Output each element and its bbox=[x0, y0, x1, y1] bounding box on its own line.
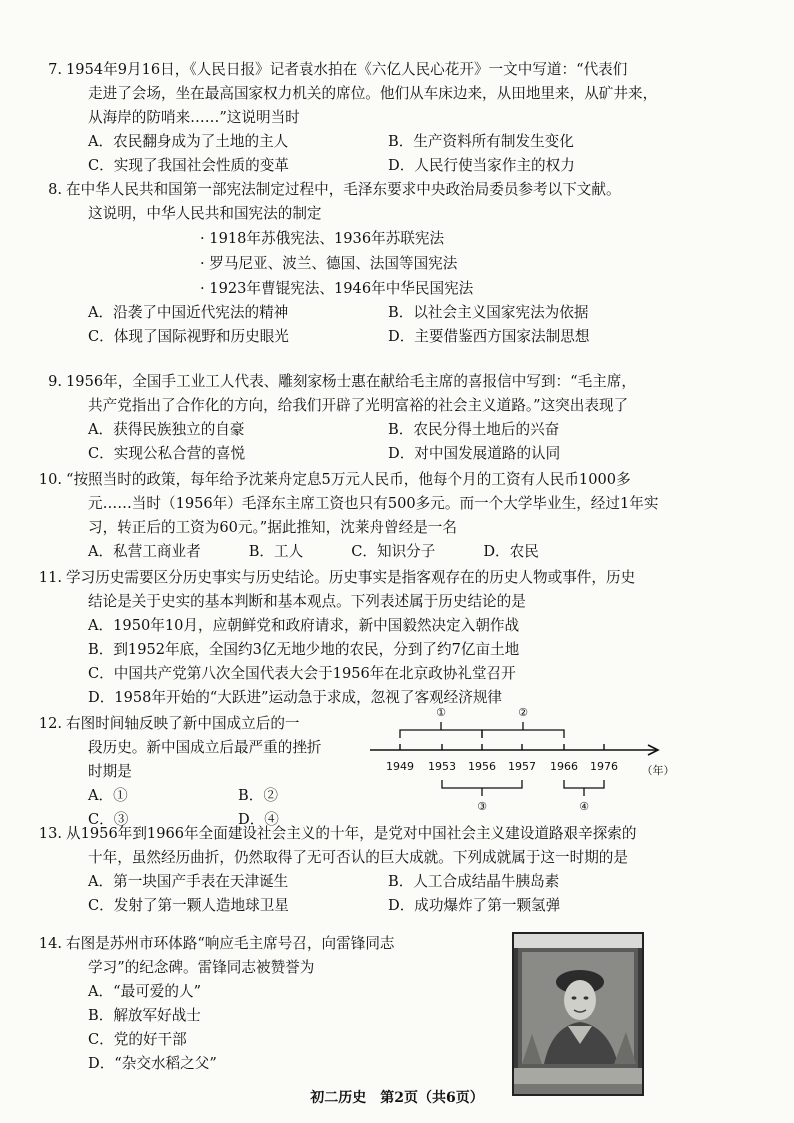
question-7-options bbox=[36, 130, 758, 178]
question-11 bbox=[36, 566, 758, 710]
monument-image bbox=[514, 934, 642, 1094]
timeline-diagram bbox=[360, 694, 680, 824]
year-label: 1976 bbox=[590, 760, 618, 773]
question-10-stem-1: 10. “按照当时的政策，每年给予沈莱舟定息5万元人民币，他每个月的工资有人民币1000多 bbox=[36, 468, 758, 492]
q11-option-c[interactable]: C．中国共产党第八次全国代表大会于1956年在北京政协礼堂召开 bbox=[88, 665, 516, 682]
q14-option-d[interactable]: D．“杂交水稻之父” bbox=[88, 1055, 217, 1072]
q12-option-d[interactable]: D．④ bbox=[238, 811, 279, 828]
question-7 bbox=[36, 58, 758, 178]
question-8-options bbox=[36, 301, 758, 349]
q13-option-a[interactable]: A．第一块国产手表在天津诞生 bbox=[88, 873, 289, 890]
question-8-number: 8. bbox=[48, 181, 62, 198]
bracket-2 bbox=[482, 730, 564, 738]
q14-option-a[interactable]: A．“最可爱的人” bbox=[88, 983, 202, 1000]
question-13-stem-2: 十年，虽然经历曲折，仍然取得了无可否认的巨大成就。下列成就属于这一时期的是 bbox=[88, 849, 628, 866]
question-8-stem-2: 这说明，中华人民共和国宪法的制定 bbox=[88, 205, 322, 222]
q13-option-b[interactable]: B．人工合成结晶牛胰岛素 bbox=[388, 873, 560, 890]
q12-option-c[interactable]: C．③ bbox=[88, 811, 129, 828]
q11-option-a[interactable]: A．1950年10月，应朝鲜党和政府请求，新中国毅然决定入朝作战 bbox=[88, 617, 520, 634]
question-10-number: 10. bbox=[38, 471, 62, 488]
year-label: 1956 bbox=[468, 760, 496, 773]
question-7-stem-2: 走进了会场，坐在最高国家权力机关的席位。他们从车床边来，从田地里来，从矿井来， bbox=[88, 85, 658, 102]
question-10-stem-2: 元……当时（1956年）毛泽东主席工资也只有500多元。而一个大学毕业生，经过1年实 bbox=[88, 495, 659, 512]
timeline-label-2: ② bbox=[518, 706, 528, 719]
q11-option-b[interactable]: B．到1952年底，全国约3亿无地少地的农民，分到了约7亿亩土地 bbox=[88, 641, 520, 658]
question-12-stem-2: 段历史。新中国成立后最严重的挫折 bbox=[88, 739, 322, 756]
q9-option-a[interactable]: A．获得民族独立的自豪 bbox=[88, 421, 245, 438]
question-12-stem-3: 时期是 bbox=[88, 763, 132, 780]
question-13 bbox=[36, 822, 758, 918]
q11-option-d[interactable]: D．1958年开始的“大跃进”运动急于求成，忽视了客观经济规律 bbox=[88, 689, 503, 706]
q14-option-b[interactable]: B．解放军好战士 bbox=[88, 1007, 201, 1024]
question-14-stem-1: 14. 右图是苏州市环体路“响应毛主席号召，向雷锋同志 bbox=[36, 932, 496, 956]
timeline-label-1: ① bbox=[436, 706, 446, 719]
q10-option-b[interactable]: B．工人 bbox=[248, 543, 304, 560]
document-item: · 1918年苏俄宪法、1936年苏联宪法 bbox=[200, 230, 445, 247]
year-label: 1966 bbox=[550, 760, 578, 773]
question-9-stem-2: 共产党指出了合作化的方向，给我们开辟了光明富裕的社会主义道路。”这突出表现了 bbox=[88, 397, 629, 414]
q8-option-d[interactable]: D．主要借鉴西方国家法制思想 bbox=[388, 328, 590, 345]
page-footer: 初二历史 第2页（共6页） bbox=[310, 1090, 484, 1106]
question-14-options bbox=[36, 980, 496, 1076]
question-14-stem-2: 学习”的纪念碑。雷锋同志被赞誉为 bbox=[88, 959, 315, 976]
q8-option-c[interactable]: C．体现了国际视野和历史眼光 bbox=[88, 328, 289, 345]
question-9-options bbox=[36, 418, 758, 466]
question-7-number: 7. bbox=[48, 61, 62, 78]
question-12-stem-1: 12. 右图时间轴反映了新中国成立后的一 bbox=[36, 712, 356, 736]
question-13-options bbox=[36, 870, 758, 918]
question-10-stem-3: 习，转正后的工资为60元。”据此推知，沈莱舟曾经是一名 bbox=[88, 519, 457, 536]
bracket-4 bbox=[564, 780, 604, 788]
question-12 bbox=[36, 712, 356, 832]
question-12-number: 12. bbox=[38, 715, 62, 732]
question-11-number: 11. bbox=[38, 569, 62, 586]
question-9-number: 9. bbox=[48, 373, 62, 390]
q7-option-c[interactable]: C．实现了我国社会性质的变革 bbox=[88, 157, 289, 174]
question-9-stem-1: 9. 1956年，全国手工业工人代表、雕刻家杨士惠在献给毛主席的喜报信中写到：“毛主席， bbox=[36, 370, 758, 394]
question-10-options bbox=[36, 540, 758, 564]
q8-option-a[interactable]: A．沿袭了中国近代宪法的精神 bbox=[88, 304, 289, 321]
question-7-stem-1: 7. 1954年9月16日，《人民日报》记者袁水拍在《六亿人民心花开》一文中写道：“代表们 bbox=[36, 58, 758, 82]
bracket-3 bbox=[442, 780, 522, 788]
question-13-stem-1: 13. 从1956年到1966年全面建设社会主义的十年，是党对中国社会主义建设道路艰辛探索的 bbox=[36, 822, 758, 846]
year-label: 1957 bbox=[508, 760, 536, 773]
q10-option-a[interactable]: A．私营工商业者 bbox=[88, 543, 201, 560]
q10-option-d[interactable]: D．农民 bbox=[483, 543, 539, 560]
bracket-1 bbox=[400, 730, 482, 738]
timeline-label-3: ③ bbox=[477, 800, 487, 813]
q13-option-c[interactable]: C．发射了第一颗人造地球卫星 bbox=[88, 897, 289, 914]
question-9 bbox=[36, 370, 758, 466]
axis-unit: （年） bbox=[641, 764, 675, 777]
q7-option-b[interactable]: B．生产资料所有制发生变化 bbox=[388, 133, 574, 150]
q14-option-c[interactable]: C．党的好干部 bbox=[88, 1031, 187, 1048]
q7-option-d[interactable]: D．人民行使当家作主的权力 bbox=[388, 157, 575, 174]
question-14-number: 14. bbox=[38, 935, 62, 952]
document-item: · 1923年曹锟宪法、1946年中华民国宪法 bbox=[200, 280, 474, 297]
q8-option-b[interactable]: B．以社会主义国家宪法为依据 bbox=[388, 304, 589, 321]
timeline-label-4: ④ bbox=[579, 800, 589, 813]
question-8 bbox=[36, 178, 758, 349]
question-10 bbox=[36, 468, 758, 564]
q7-option-a[interactable]: A．农民翻身成为了土地的主人 bbox=[88, 133, 289, 150]
q9-option-c[interactable]: C．实现公私合营的喜悦 bbox=[88, 445, 246, 462]
question-14 bbox=[36, 932, 496, 1076]
q13-option-d[interactable]: D．成功爆炸了第一颗氢弹 bbox=[388, 897, 561, 914]
q10-option-c[interactable]: C．知识分子 bbox=[351, 543, 436, 560]
question-11-stem-2: 结论是关于史实的基本判断和基本观点。下列表述属于历史结论的是 bbox=[88, 593, 526, 610]
monument-photo bbox=[512, 932, 644, 1096]
question-8-document-list bbox=[36, 226, 758, 301]
q12-option-a[interactable]: A．① bbox=[88, 787, 128, 804]
question-13-number: 13. bbox=[38, 825, 62, 842]
question-8-stem-1: 8. 在中华人民共和国第一部宪法制定过程中，毛泽东要求中央政治局委员参考以下文献。 bbox=[36, 178, 758, 202]
year-label: 1949 bbox=[386, 760, 414, 773]
question-7-stem-3: 从海岸的防哨来……”这说明当时 bbox=[88, 109, 300, 126]
q12-option-b[interactable]: B．② bbox=[238, 787, 278, 804]
year-label: 1953 bbox=[428, 760, 456, 773]
document-item: · 罗马尼亚、波兰、德国、法国等国宪法 bbox=[200, 255, 458, 272]
q9-option-d[interactable]: D．对中国发展道路的认同 bbox=[388, 445, 561, 462]
question-11-stem-1: 11. 学习历史需要区分历史事实与历史结论。历史事实是指客观存在的历史人物或事件，历史 bbox=[36, 566, 758, 590]
q9-option-b[interactable]: B．农民分得土地后的兴奋 bbox=[388, 421, 560, 438]
